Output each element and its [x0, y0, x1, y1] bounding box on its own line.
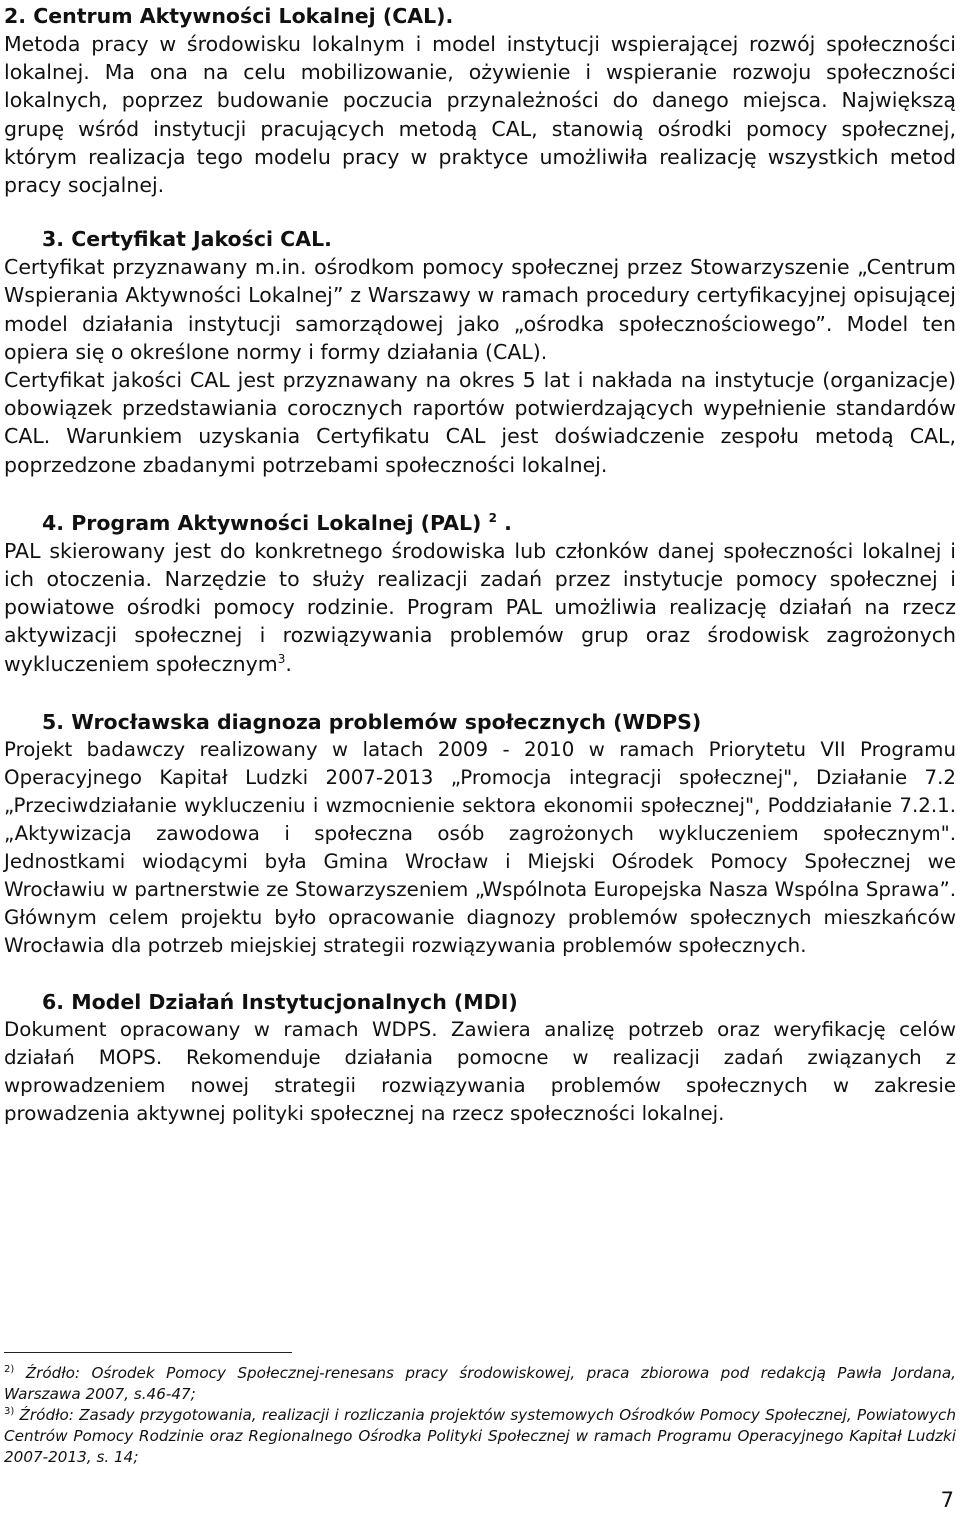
- footnote-reference-2: 2: [488, 511, 497, 526]
- section-body-certificate-2: Certyfikat jakości CAL jest przyznawany na okres 5 lat i nakłada na instytucje (organizacje) obowiązek przedstawiania corocznych raportów potwierdzających wypełnienie standardów CAL. Warunkiem uzyskania Certyfikatu CAL jest doświadczenie zespołu metodą CAL, poprzedzone zbadanymi potrzebami społeczności lokalnej.: [4, 368, 956, 477]
- section-spacer: [4, 960, 956, 988]
- section-certificate: [4, 225, 956, 479]
- section-spacer: [4, 199, 956, 225]
- pal-heading-period: .: [504, 510, 512, 535]
- section-body-mdi: Dokument opracowany w ramach WDPS. Zawiera analizę potrzeb oraz weryfikację celów działań MOPS. Rekomenduje działania pomocne w realizacji zadań związanych z wprowadzeniem nowej strategii rozwiązywania problemów społecznych w zakresie prowadzenia aktywnej polityki społecznej na rzecz społeczności lokalnej.: [4, 1017, 956, 1125]
- section-body-pal: [4, 537, 956, 678]
- section-body-certificate-1: Certyfikat przyznawany m.in. ośrodkom pomocy społecznej przez Stowarzyszenie „Centrum Wspierania Aktywności Lokalnej” z Warszawy w ramach procedury certyfikacyjnej opisującej model działania instytucji samorządowej jako „ośrodka społecznościowego”. Model ten opiera się o określone normy i formy działania (CAL).: [4, 255, 956, 364]
- section-heading-wdps: 5. Wrocławska diagnoza problemów społecznych (WDPS): [42, 709, 702, 734]
- pal-body-period: .: [285, 651, 292, 676]
- pal-heading-text: 4. Program Aktywności Lokalnej (PAL): [42, 510, 482, 535]
- section-body-cal: Metoda pracy w środowisku lokalnym i model instytucji wspierającej rozwój społeczności lokalnej. Ma ona na celu mobilizowanie, ożywienie i wspieranie rozwoju społeczności lokalnych, poprzez budowanie poczucia przynależności do danego miejsca. Największą grupę wśród instytucji pracujących metodą CAL, stanowią ośrodki pomocy społecznej, którym realizacja tego modelu pracy w praktyce umożliwiła realizację wszystkich metod pracy socjalnej.: [4, 32, 956, 198]
- footnote-text-2: Źródło: Ośrodek Pomocy Społecznej-renesans pracy środowiskowej, praca zbiorowa pod redakcją Pawła Jordana, Warszawa 2007, s.46-47;: [4, 1364, 957, 1403]
- footnote-marker-3: 3): [4, 1405, 15, 1417]
- section-cal: [4, 2, 956, 199]
- section-wdps: [4, 708, 956, 960]
- footnote-3: [4, 1405, 956, 1468]
- footnotes: [4, 1363, 956, 1468]
- section-heading-certificate: 3. Certyfikat Jakości CAL.: [42, 227, 332, 252]
- section-pal: [4, 509, 956, 678]
- section-spacer: [4, 678, 956, 708]
- section-body-wdps: Projekt badawczy realizowany w latach 2009 - 2010 w ramach Priorytetu VII Programu Operacyjnego Kapitał Ludzki 2007-2013 „Promocja integracji społecznej", Działanie 7.2 „Przeciwdziałanie wykluczeniu i wzmocnienie sektora ekonomii społecznej", Poddziałanie 7.2.1. „Aktywizacja zawodowa i społeczna osób zagrożonych wykluczeniem społecznym". Jednostkami wiodącymi była Gmina Wrocław i Miejski Ośrodek Pomocy Społecznej we Wrocławiu w partnerstwie ze Stowarzyszeniem „Wspólnota Europejska Nasza Wspólna Sprawa”. Głównym celem projektu było opracowanie diagnozy problemów społecznych mieszkańców Wrocławia dla potrzeb miejskiej strategii rozwiązywania problemów społecznych.: [4, 737, 956, 957]
- page-number: 7: [940, 1488, 954, 1512]
- footnote-reference-3: 3: [277, 651, 286, 666]
- section-spacer: [4, 479, 956, 509]
- section-heading-cal: 2. Centrum Aktywności Lokalnej (CAL).: [4, 4, 454, 28]
- pal-body-text: PAL skierowany jest do konkretnego środowiska lub członków danej społeczności lokalnej i ich otoczenia. Narzędzie to służy realizacji zadań przez instytucje pomocy społecznej i powiatowe ośrodki pomocy rodzinie. Program PAL umożliwia realizację działań na rzecz aktywizacji społecznej i rozwiązywania problemów grup oraz środowisk zagrożonych wykluczeniem społecznym: [4, 538, 956, 676]
- footnote-2: [4, 1363, 956, 1405]
- section-heading-mdi: 6. Model Działań Instytucjonalnych (MDI): [42, 989, 518, 1014]
- document-page: [4, 2, 956, 1128]
- footnote-marker-2: 2): [4, 1363, 15, 1375]
- section-heading-pal: [4, 509, 956, 537]
- footnote-text-3: Źródło: Zasady przygotowania, realizacji i rozliczania projektów systemowych Ośrodków Pomocy Społecznej, Powiatowych Centrów Pomocy Rodzinie oraz Regionalnego Ośrodka Polityki Społecznej w ramach Programu Operacyjnego Kapitał Ludzki 2007-2013, s. 14;: [4, 1406, 956, 1466]
- section-mdi: [4, 988, 956, 1128]
- footnote-divider: [4, 1352, 292, 1353]
